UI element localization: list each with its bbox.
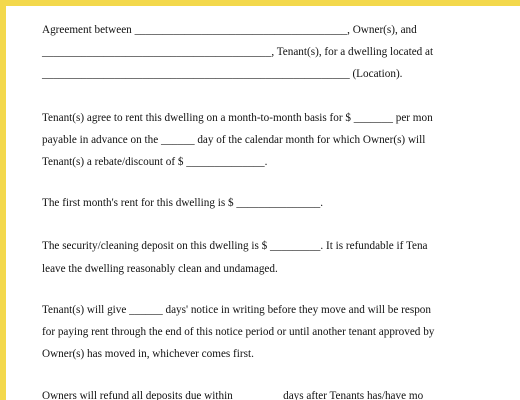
refund-line: Owners will refund all deposits due within ________ days after Tenants has/have mo	[42, 390, 424, 400]
first-month-rent-line: The first month's rent for this dwelling is $ _______________.	[42, 197, 324, 209]
tenant-dwelling-line: _________________________________________, Tenant(s), for a dwelling located at	[42, 46, 434, 58]
deposit-line-2: leave the dwelling reasonably clean and undamaged.	[42, 263, 278, 275]
location-line: _______________________________________________________ (Location).	[42, 68, 403, 80]
notice-line-1: Tenant(s) will give ______ days' notice in writing before they move and will be respon	[42, 304, 431, 316]
notice-line-2: for paying rent through the end of this notice period or until another tenant approved by	[42, 326, 435, 338]
deposit-line-1: The security/cleaning deposit on this dwelling is $ _________. It is refundable if Tena	[42, 240, 428, 252]
document-page	[6, 6, 520, 400]
rent-terms-line-2: payable in advance on the ______ day of the calendar month for which Owner(s) will	[42, 134, 426, 146]
notice-line-3: Owner(s) has moved in, whichever comes first.	[42, 348, 254, 360]
agreement-parties-line: Agreement between ______________________________________, Owner(s), and	[42, 24, 417, 36]
rent-terms-line-3: Tenant(s) a rebate/discount of $ ______________.	[42, 156, 268, 168]
rent-terms-line-1: Tenant(s) agree to rent this dwelling on a month-to-month basis for $ _______ per mon	[42, 112, 433, 124]
